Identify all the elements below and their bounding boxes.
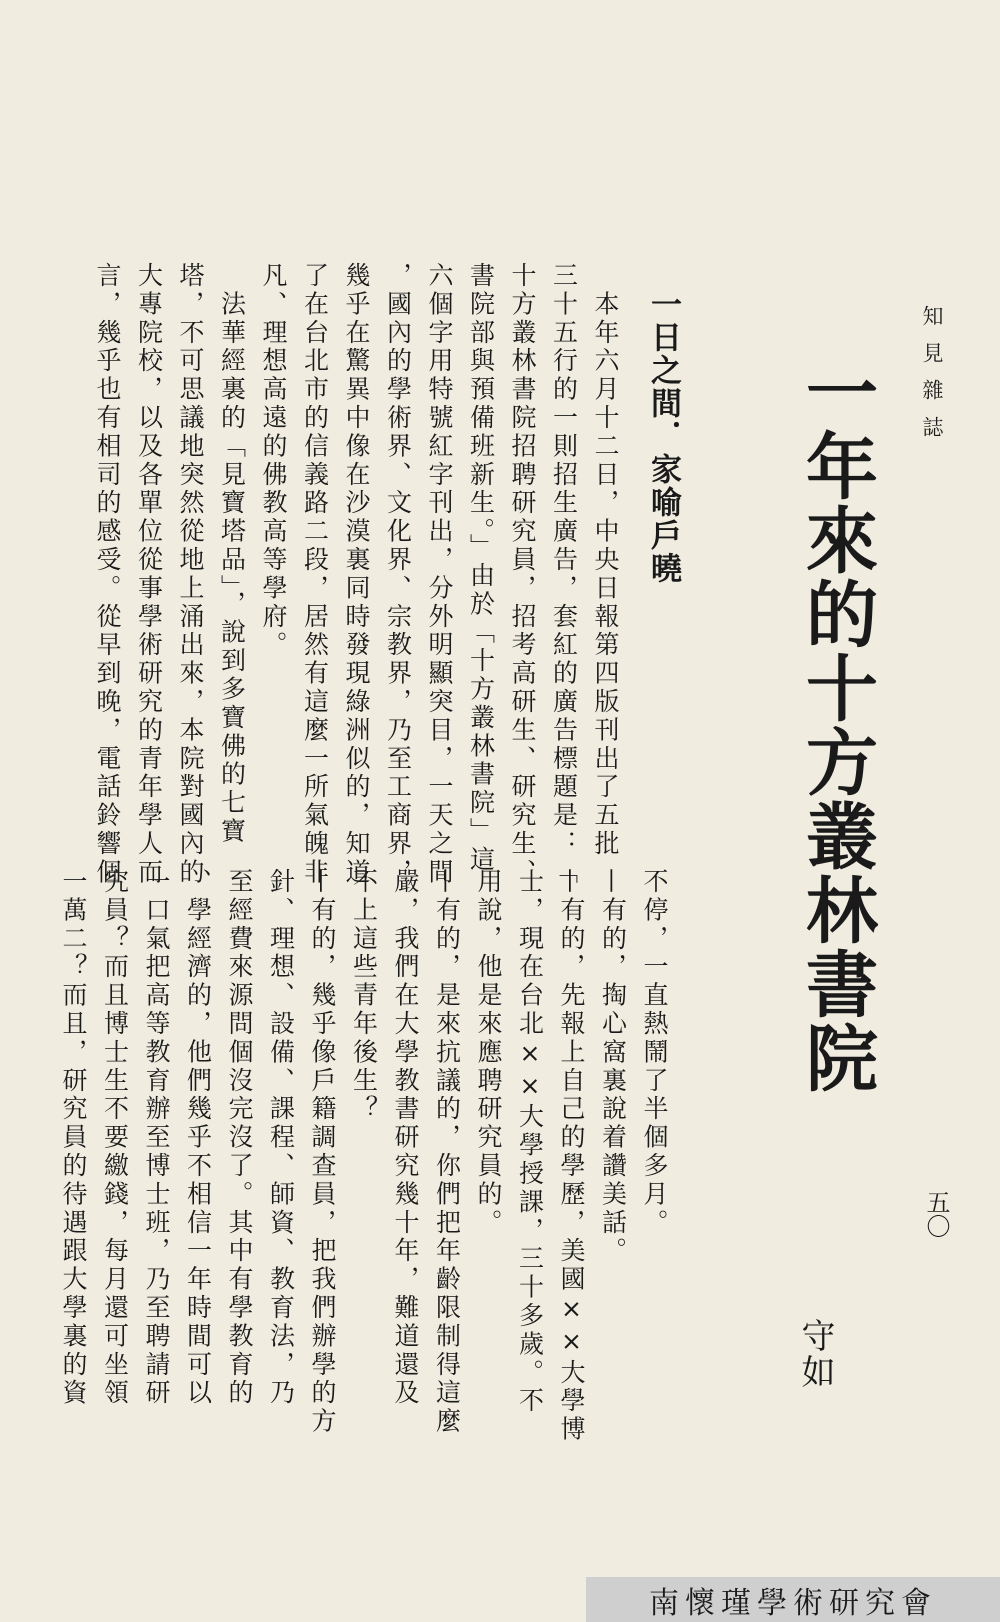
text-line: 一萬二？而且，研究員的待遇跟大學裏的資 (59, 868, 88, 1408)
running-head: 知見雜誌 (920, 305, 944, 453)
author-name: 守如 (795, 1318, 835, 1390)
section-heading: 一日之間．家喻戶曉 (645, 288, 681, 585)
body-text-lower (53, 868, 676, 1444)
text-line: 、學經濟的，他們幾乎不相信一年時間可以 (183, 868, 213, 1408)
text-line: 了在台北市的信義路二段，居然有這麼一所氣魄非 (300, 262, 330, 887)
text-line: 不停，一直熱鬧了半個多月。 (640, 868, 669, 1238)
text-line: —有的，幾乎像戶籍調查員，把我們辦學的方 (308, 868, 337, 1436)
text-line: 三十五行的一則招生廣告，套紅的廣告標題是：「 (549, 262, 579, 887)
text-line: 至經費來源問個沒完沒了。其中有學教育的 (225, 868, 254, 1408)
text-line: 針、理想、設備、課程、師資、教育法，乃 (266, 868, 296, 1408)
footer-watermark-band (586, 1577, 1000, 1622)
text-line: 書院部與預備班新生。」由於「十方叢林書院」這 (466, 262, 496, 875)
article-title: 一年來的十方叢林書院 (794, 355, 878, 1095)
footer-watermark-text: 南懷瑾學術研究會 (649, 1585, 937, 1621)
text-line: ，國內的學術界、文化界、宗教界，乃至工商界， (383, 262, 413, 887)
text-line: 不上這些青年後生？ (349, 868, 379, 1124)
text-line: 究員？而且博士生不要繳錢，每月還可坐領 (100, 868, 130, 1408)
text-line: 塔，不可思議地突然從地上涌出來，本院對國內的 (176, 262, 205, 887)
text-line: 法華經裏的「見寶塔品」，說到多寶佛的七寶 (217, 262, 247, 846)
page-number: 五〇 (922, 1190, 950, 1238)
text-line: —有的，是來抗議的，你們把年齡限制得這麼 (432, 868, 462, 1436)
text-line: 凡、理想高遠的佛教高等學府。 (259, 262, 288, 660)
text-line: 幾乎在驚異中像在沙漠裏同時發現綠洲似的，知道 (342, 262, 371, 887)
text-line: 大專院校，以及各單位從事學術研究的青年學人而 (134, 262, 164, 887)
text-line: 用說，他是來應聘研究員的。 (474, 868, 503, 1238)
text-line: 士，現在台北××大學授課，三十多歲。不 (515, 868, 545, 1416)
text-line: 言，幾乎也有相司的感受。從早到晚，電話鈴響個 (93, 262, 122, 887)
text-line: 本年六月十二日，中央日報第四版刊出了五批 (591, 262, 620, 859)
text-line: 六個字用特號紅字刊出，分外明顯突目，一天之間 (425, 262, 454, 887)
text-line: 一口氣把高等教育辦至博士班，乃至聘請研 (142, 868, 171, 1408)
text-line: 嚴，我們在大學教書研究幾十年，難道還及 (391, 868, 420, 1408)
text-line: —有的，先報上自己的學歷，美國××大學博 (557, 868, 586, 1444)
text-line: —有的，掏心窩裏說着讚美話。 (598, 868, 628, 1266)
text-line: 十方叢林書院招聘研究員，招考高研生、研究生、 (508, 262, 537, 887)
body-text-upper (87, 262, 627, 887)
